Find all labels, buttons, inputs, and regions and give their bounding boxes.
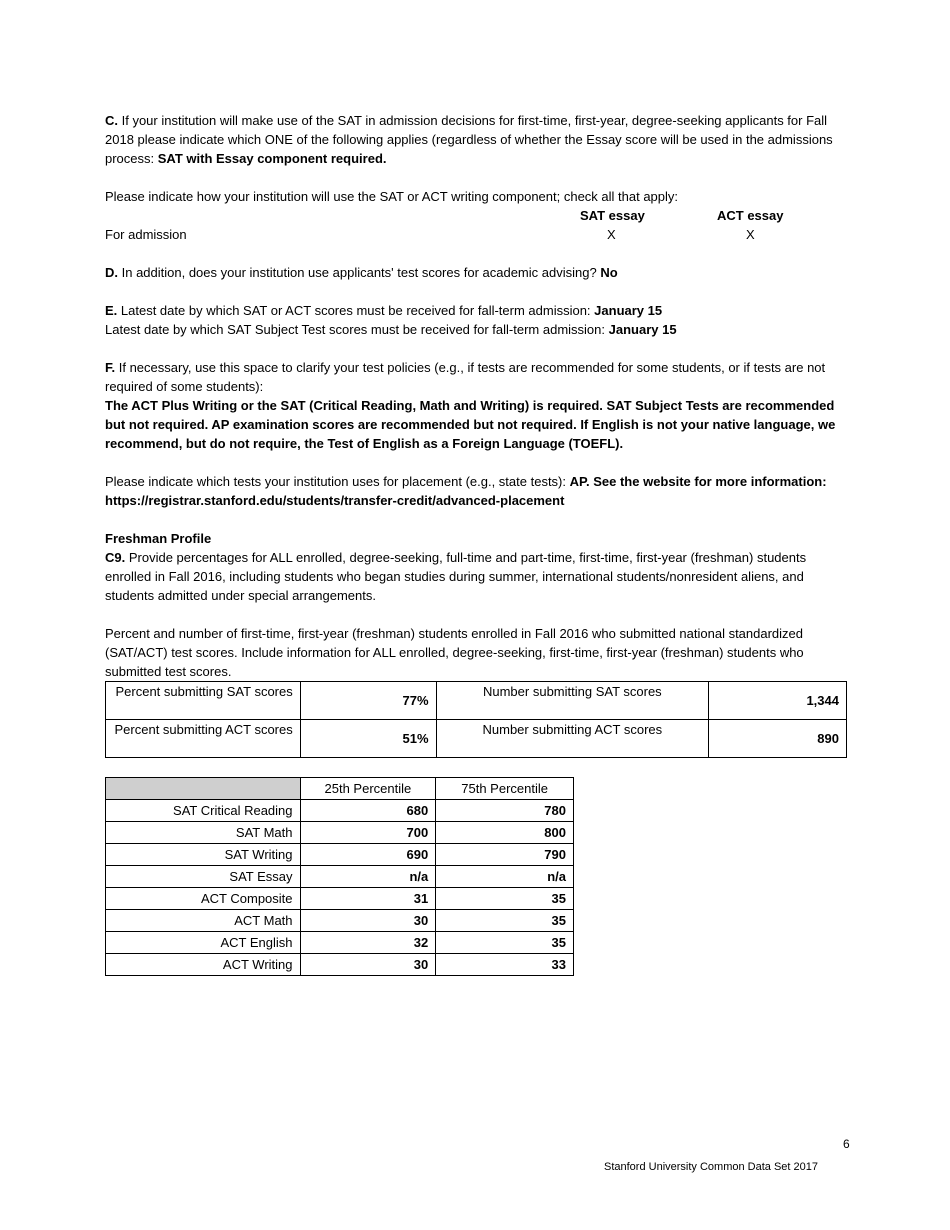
table-row (106, 682, 847, 720)
table-row (106, 866, 574, 888)
page-number: 6 (843, 1137, 850, 1151)
section-f: F. If necessary, use this space to clarify your test policies (e.g., if tests are recommended for some students, or if tests are not required of some students): (105, 360, 826, 394)
table-row (106, 910, 574, 932)
table-row (106, 800, 574, 822)
p75-value: 35 (436, 888, 574, 910)
row-label: SAT Essay (106, 866, 301, 888)
p25-value: n/a (300, 866, 436, 888)
row-label: ACT Math (106, 910, 301, 932)
num-sat-value: 1,344 (709, 682, 847, 720)
num-act-value: 890 (709, 720, 847, 758)
pct-act-label: Percent submitting ACT scores (106, 720, 301, 758)
section-c: C. If your institution will make use of the SAT in admission decisions for first-time, first-year, degree-seeking applicants for Fall 2018 please indicate which ONE of the following applies (regardless of whether the Essay score will be used in the admissions process: SAT with Essay component required. (105, 113, 833, 166)
table-row (106, 844, 574, 866)
p75-value: 780 (436, 800, 574, 822)
section-e-line2: Latest date by which SAT Subject Test scores must be received for fall-term admission: January 15 (105, 322, 677, 337)
p25-value: 700 (300, 822, 436, 844)
sat-essay-mark: X (607, 227, 616, 242)
row-label: ACT Writing (106, 954, 301, 976)
col-75th-header: 75th Percentile (436, 778, 574, 800)
page-footer: Stanford University Common Data Set 2017 (604, 1161, 818, 1173)
section-e-line1: E. Latest date by which SAT or ACT scores must be received for fall-term admission: January 15 (105, 303, 663, 318)
p75-value: 800 (436, 822, 574, 844)
row-label: SAT Critical Reading (106, 800, 301, 822)
section-d: D. In addition, does your institution use applicants' test scores for academic advising? No (105, 265, 618, 280)
table-header-row (106, 778, 574, 800)
pct-sat-value: 77% (300, 682, 436, 720)
num-act-label: Number submitting ACT scores (436, 720, 709, 758)
table-row (106, 954, 574, 976)
p75-value: n/a (436, 866, 574, 888)
p25-value: 31 (300, 888, 436, 910)
table-row (106, 822, 574, 844)
table-row (106, 932, 574, 954)
act-essay-header: ACT essay (717, 208, 784, 223)
section-f-answer: The ACT Plus Writing or the SAT (Critical Reading, Math and Writing) is required. SAT Subject Tests are recommended but not required. AP examination scores are recommended but not required. If English is not your native language, we recommend, but do not require, the Test of English as a Foreign Language (TOEFL). (105, 398, 836, 451)
essay-column-headers (105, 206, 855, 225)
row-label: SAT Math (106, 822, 301, 844)
row-label: SAT Writing (106, 844, 301, 866)
percent-intro: Percent and number of first-time, first-year (freshman) students enrolled in Fall 2016 who submitted national standardized (SAT/ACT) test scores. Include information for ALL enrolled, degree-seeking, first-time, first-year (freshman) students who submitted test scores. (105, 626, 804, 679)
p25-value: 30 (300, 910, 436, 932)
placement-tests: Please indicate which tests your institution uses for placement (e.g., state tests): AP. See the website for more information: https://registrar.stanford.edu/students/transfer-credit/advanced-placement (105, 474, 827, 508)
pct-sat-label: Percent submitting SAT scores (106, 682, 301, 720)
c9-description: C9. Provide percentages for ALL enrolled, degree-seeking, full-time and part-time, first-time, first-year (freshman) students enrolled in Fall 2016, including students who began studies during summer, international students/nonresident aliens, and students admitted under special arrangements. (105, 550, 807, 603)
table-row (106, 720, 847, 758)
percentile-table (105, 777, 574, 976)
freshman-profile-heading: Freshman Profile (105, 531, 212, 546)
p25-value: 680 (300, 800, 436, 822)
p25-value: 30 (300, 954, 436, 976)
table-row (106, 888, 574, 910)
document-body (105, 111, 855, 976)
p75-value: 35 (436, 910, 574, 932)
blank-header-cell (106, 778, 301, 800)
p25-value: 32 (300, 932, 436, 954)
p75-value: 790 (436, 844, 574, 866)
for-admission-label: For admission (105, 227, 187, 242)
submission-table (105, 681, 847, 758)
writing-use-prompt: Please indicate how your institution will use the SAT or ACT writing component; check all that apply: (105, 189, 679, 204)
sat-essay-header: SAT essay (580, 208, 645, 223)
row-label: ACT Composite (106, 888, 301, 910)
p75-value: 35 (436, 932, 574, 954)
essay-admission-row (105, 225, 855, 244)
col-25th-header: 25th Percentile (300, 778, 436, 800)
pct-act-value: 51% (300, 720, 436, 758)
act-essay-mark: X (746, 227, 755, 242)
p25-value: 690 (300, 844, 436, 866)
p75-value: 33 (436, 954, 574, 976)
num-sat-label: Number submitting SAT scores (436, 682, 709, 720)
row-label: ACT English (106, 932, 301, 954)
